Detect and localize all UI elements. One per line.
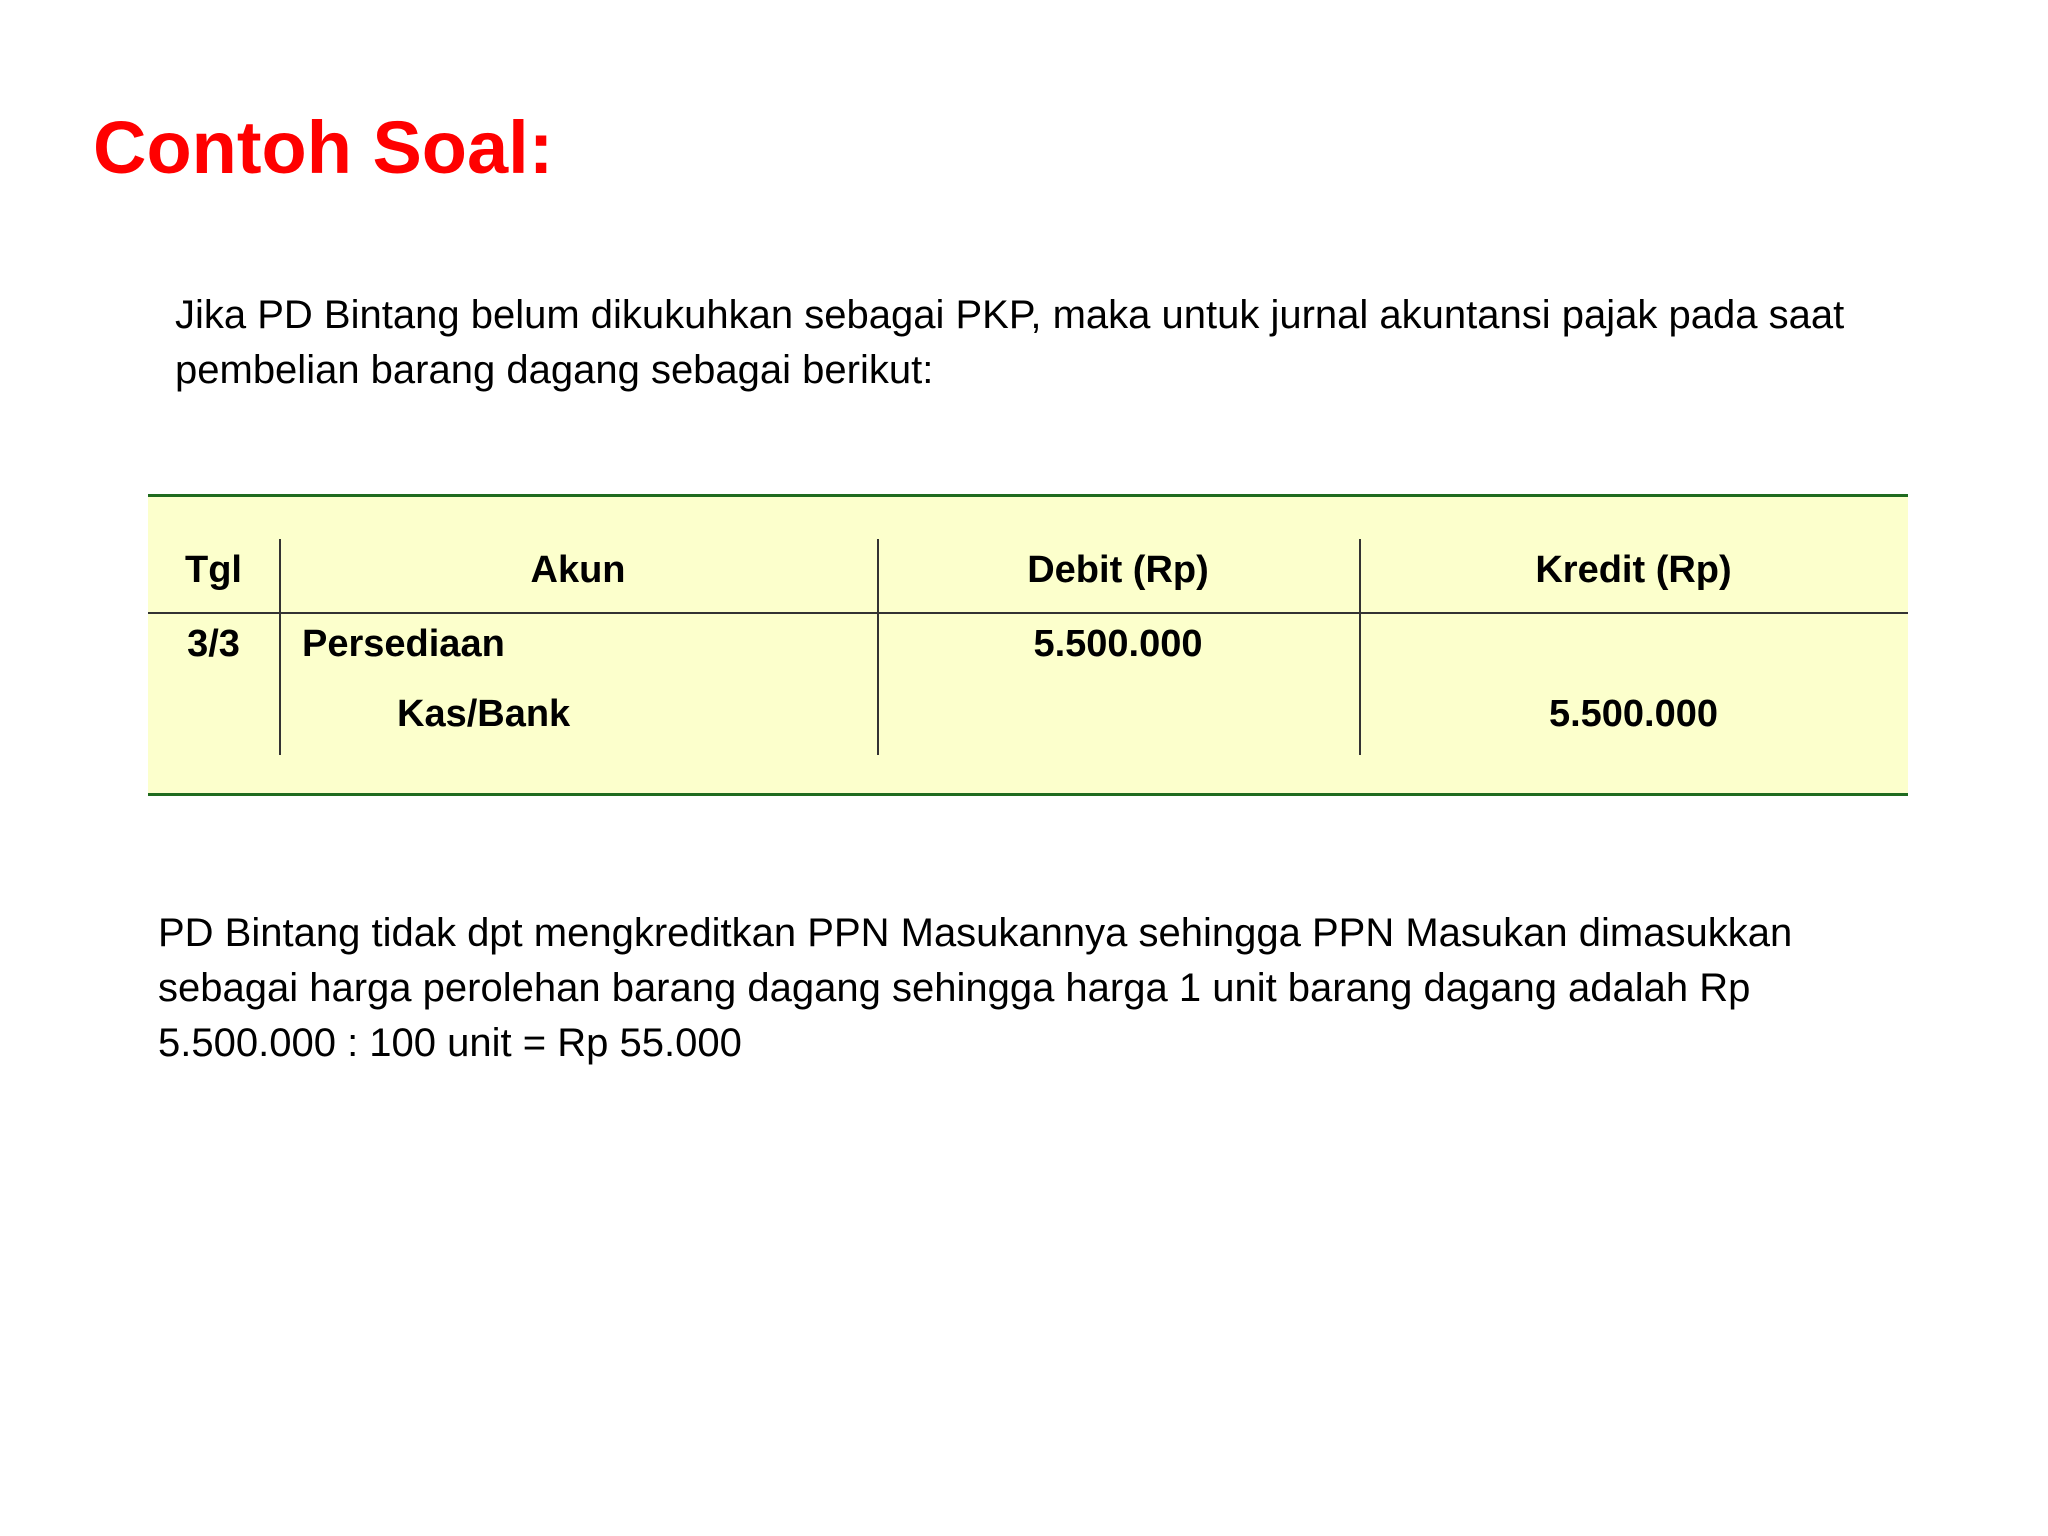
journal-table (148, 494, 1908, 796)
row-account: Persediaan (302, 623, 505, 665)
header-account: Akun (530, 549, 626, 591)
slide-title: Contoh Soal: (93, 106, 554, 189)
intro-paragraph: Jika PD Bintang belum dikukuhkan sebagai PKP, maka untuk jurnal akuntansi pajak pada saat pembelian barang dagang sebagai berikut: (175, 293, 1845, 392)
conclusion-paragraph: PD Bintang tidak dpt mengkreditkan PPN Masukannya sehingga PPN Masukan dimasukkan sebagai harga perolehan barang dagang sehingga harga 1 unit barang dagang adalah Rp 5.500.000 : 100 unit = Rp 55.000 (158, 911, 1793, 1065)
header-date: Tgl (185, 549, 242, 591)
header-debit: Debit (Rp) (1027, 549, 1209, 591)
header-credit: Kredit (Rp) (1535, 549, 1732, 591)
header-divider (148, 612, 1908, 614)
row-debit: 5.500.000 (1033, 623, 1203, 665)
row-credit: 5.500.000 (1548, 693, 1719, 735)
row-date: 3/3 (187, 623, 240, 665)
row-account: Kas/Bank (397, 693, 571, 735)
